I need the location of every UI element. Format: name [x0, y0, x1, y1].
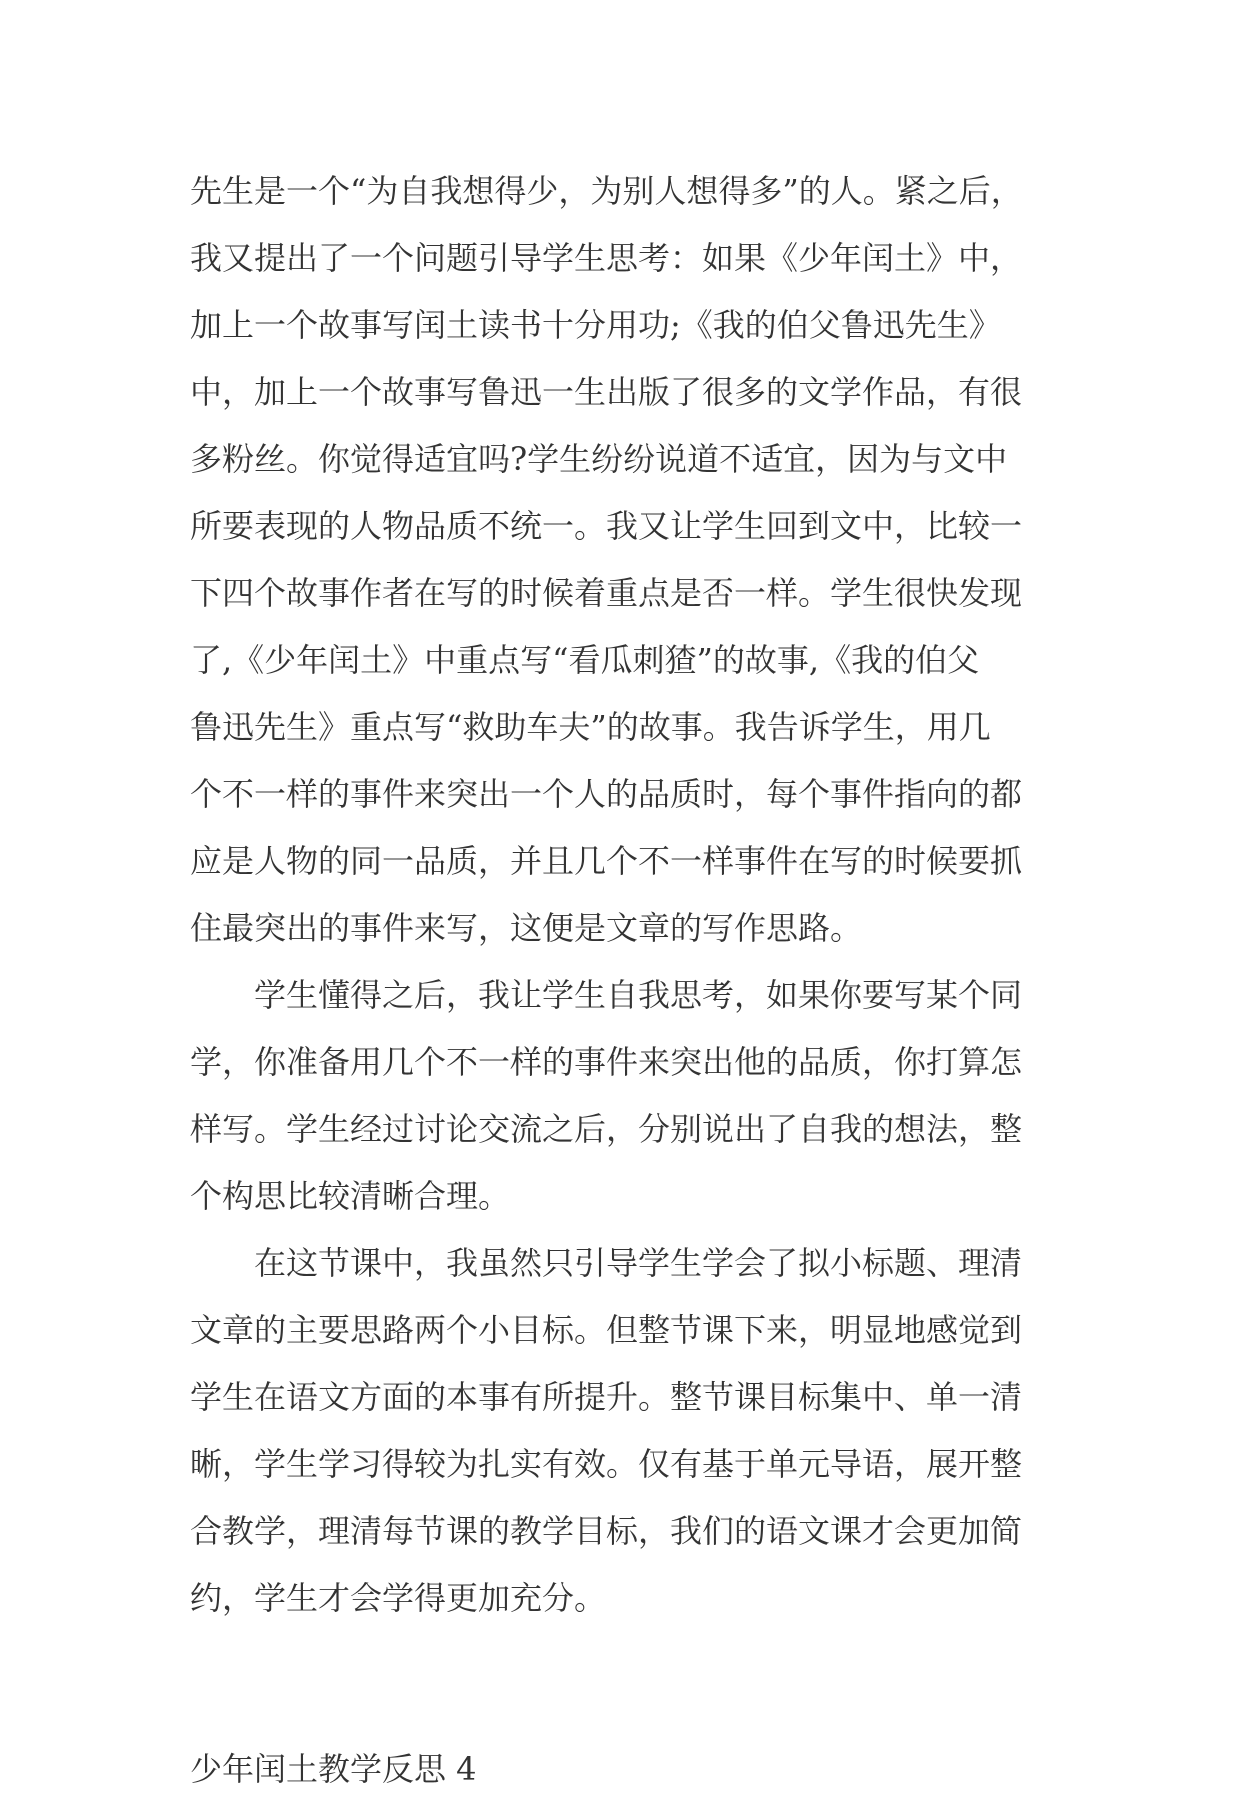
text-line: 我又提出了一个问题引导学生思考：如果《少年闰土》中，	[190, 239, 1023, 277]
text-line: 所要表现的人物品质不统一。我又让学生回到文中，比较一	[190, 507, 1023, 545]
text-line: 合教学，理清每节课的教学目标，我们的语文课才会更加简	[190, 1512, 1023, 1550]
section-heading: 少年闰土教学反思 4	[190, 1750, 477, 1788]
text-line: 晰，学生学习得较为扎实有效。仅有基于单元导语，展开整	[190, 1445, 1023, 1483]
paragraph-2	[190, 962, 1070, 1230]
text-line: 学，你准备用几个不一样的事件来突出他的品质，你打算怎	[190, 1043, 1023, 1081]
text-line: 下四个故事作者在写的时候着重点是否一样。学生很快发现	[190, 574, 1023, 612]
text-line: 应是人物的同一品质，并且几个不一样事件在写的时候要抓	[190, 842, 1023, 880]
text-line: 先生是一个“为自我想得少，为别人想得多”的人。紧之后，	[190, 172, 1023, 210]
paragraph-1	[190, 158, 1070, 962]
document-body	[190, 158, 1070, 1803]
text-line: 学生懂得之后，我让学生自我思考，如果你要写某个同	[254, 976, 1023, 1014]
text-line: 了,《少年闰土》中重点写“看瓜刺猹”的故事,《我的伯父	[190, 641, 980, 679]
text-line: 个不一样的事件来突出一个人的品质时，每个事件指向的都	[190, 775, 1023, 813]
text-line: 学生在语文方面的本事有所提升。整节课目标集中、单一清	[190, 1378, 1023, 1416]
text-line: 中，加上一个故事写鲁迅一生出版了很多的文学作品，有很	[190, 373, 1023, 411]
text-line: 加上一个故事写闰土读书十分用功;《我的伯父鲁迅先生》	[190, 306, 1001, 344]
text-line: 多粉丝。你觉得适宜吗?学生纷纷说道不适宜，因为与文中	[190, 440, 1008, 478]
text-line: 文章的主要思路两个小目标。但整节课下来，明显地感觉到	[190, 1311, 1023, 1349]
text-line: 在这节课中，我虽然只引导学生学会了拟小标题、理清	[254, 1244, 1023, 1282]
text-line: 鲁迅先生》重点写“救助车夫”的故事。我告诉学生，用几	[190, 708, 991, 746]
text-line: 样写。学生经过讨论交流之后，分别说出了自我的想法，整	[190, 1110, 1023, 1148]
text-line: 住最突出的事件来写，这便是文章的写作思路。	[190, 909, 863, 947]
text-line: 个构思比较清晰合理。	[190, 1177, 511, 1215]
text-line: 约，学生才会学得更加充分。	[190, 1579, 607, 1617]
paragraph-3	[190, 1230, 1070, 1632]
